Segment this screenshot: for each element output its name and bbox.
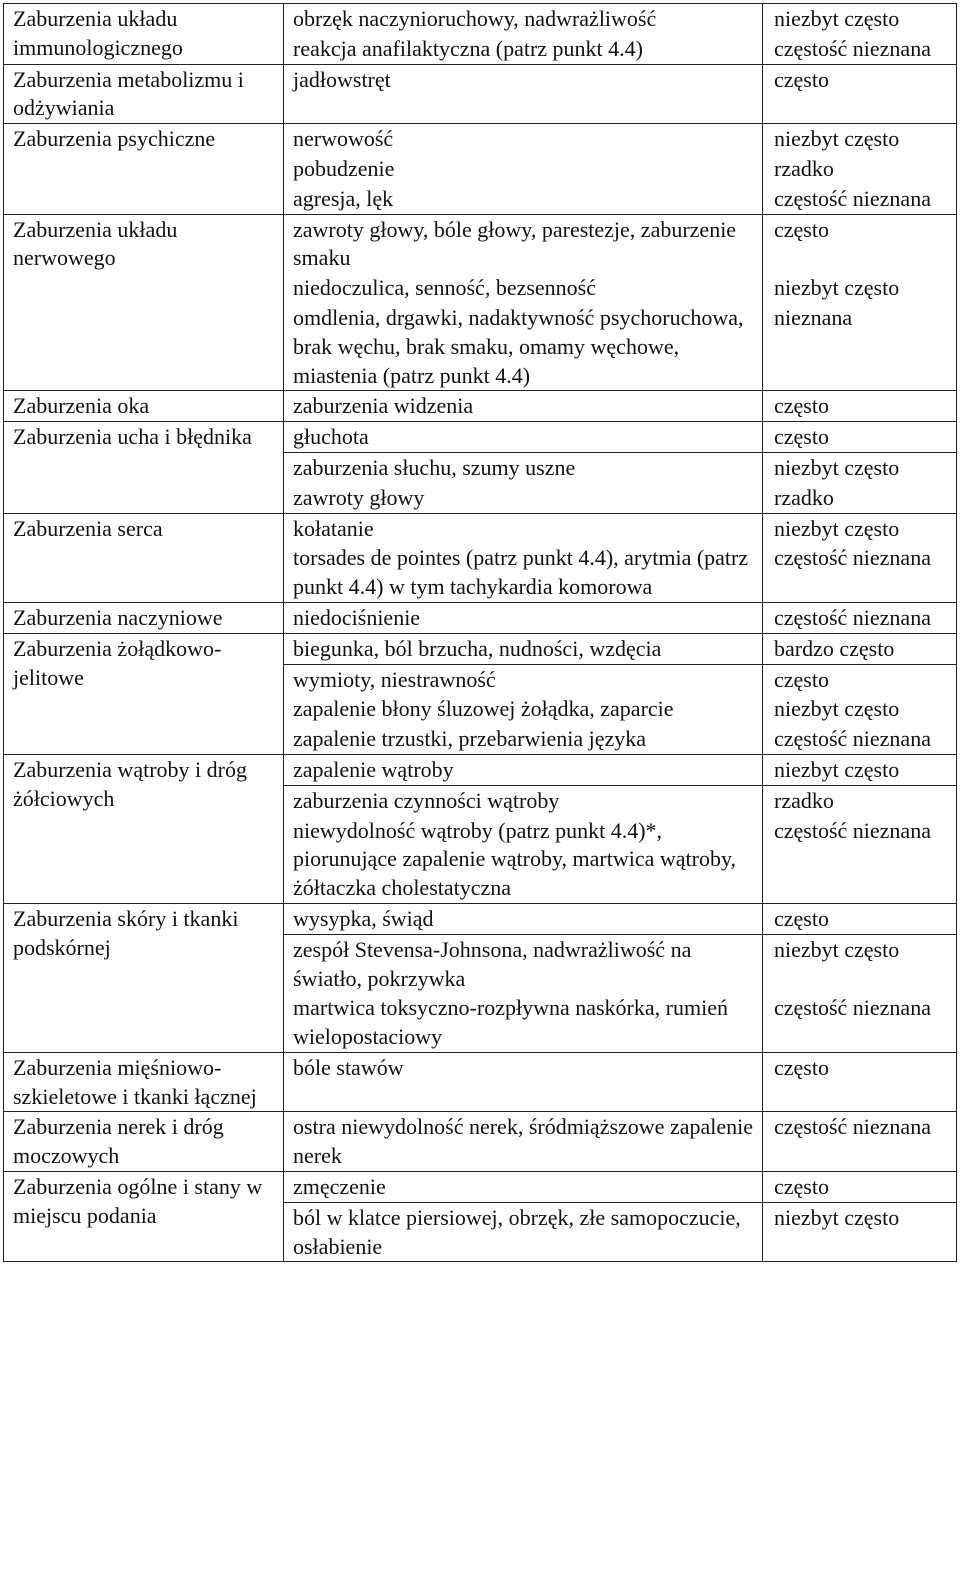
- table-row: [4, 602, 957, 633]
- reaction-cell: wymioty, niestrawność: [284, 664, 763, 694]
- reaction-cell: niedociśnienie: [284, 602, 763, 633]
- frequency-cell: często: [763, 1052, 957, 1112]
- reaction-cell: pobudzenie: [284, 154, 763, 184]
- table-row: [4, 391, 957, 422]
- organ-class-cell: Zaburzenia ucha i błędnika: [4, 422, 284, 513]
- organ-class-cell: Zaburzenia naczyniowe: [4, 602, 284, 633]
- reaction-cell: zawroty głowy, bóle głowy, parestezje, zaburzenie smaku: [284, 214, 763, 273]
- table-row: [4, 214, 957, 273]
- organ-class-cell: Zaburzenia mięśniowo-szkieletowe i tkanki łącznej: [4, 1052, 284, 1112]
- organ-class-cell: Zaburzenia oka: [4, 391, 284, 422]
- reaction-cell: zespół Stevensa-Johnsona, nadwrażliwość na światło, pokrzywka: [284, 934, 763, 993]
- frequency-cell: często: [763, 1172, 957, 1203]
- frequency-cell: częstość nieznana: [763, 816, 957, 904]
- reaction-cell: ostra niewydolność nerek, śródmiąższowe zapalenie nerek: [284, 1112, 763, 1172]
- table-row: [4, 633, 957, 664]
- frequency-cell: częstość nieznana: [763, 184, 957, 214]
- table-row: [4, 1112, 957, 1172]
- reaction-cell: zapalenie błony śluzowej żołądka, zaparcie: [284, 694, 763, 724]
- reaction-cell: nerwowość: [284, 124, 763, 154]
- frequency-cell: częstość nieznana: [763, 993, 957, 1052]
- frequency-cell: często: [763, 214, 957, 273]
- organ-class-cell: Zaburzenia nerek i dróg moczowych: [4, 1112, 284, 1172]
- reaction-cell: ból w klatce piersiowej, obrzęk, złe samopoczucie, osłabienie: [284, 1202, 763, 1262]
- frequency-cell: rzadko: [763, 785, 957, 815]
- reaction-cell: martwica toksyczno-rozpływna naskórka, rumień wielopostaciowy: [284, 993, 763, 1052]
- frequency-cell: niezbyt często: [763, 694, 957, 724]
- reaction-cell: zaburzenia widzenia: [284, 391, 763, 422]
- reaction-cell: niewydolność wątroby (patrz punkt 4.4)*, piorunujące zapalenie wątroby, martwica wątroby, żółtaczka cholestatyczna: [284, 816, 763, 904]
- table-row: [4, 754, 957, 785]
- organ-class-cell: Zaburzenia skóry i tkanki podskórnej: [4, 903, 284, 1052]
- organ-class-cell: Zaburzenia psychiczne: [4, 124, 284, 214]
- frequency-cell: często: [763, 903, 957, 934]
- table-row: [4, 4, 957, 34]
- reaction-cell: wysypka, świąd: [284, 903, 763, 934]
- adverse-reactions-table: [3, 3, 957, 1262]
- frequency-cell: niezbyt często: [763, 1202, 957, 1262]
- frequency-cell: niezbyt często: [763, 124, 957, 154]
- frequency-cell: częstość nieznana: [763, 34, 957, 64]
- frequency-cell: niezbyt często: [763, 934, 957, 993]
- frequency-cell: częstość nieznana: [763, 1112, 957, 1172]
- frequency-cell: często: [763, 664, 957, 694]
- organ-class-cell: Zaburzenia układu nerwowego: [4, 214, 284, 391]
- reaction-cell: zapalenie trzustki, przebarwienia języka: [284, 724, 763, 754]
- reaction-cell: zawroty głowy: [284, 483, 763, 513]
- frequency-cell: często: [763, 422, 957, 453]
- reaction-cell: zaburzenia słuchu, szumy uszne: [284, 452, 763, 482]
- frequency-cell: niezbyt często: [763, 273, 957, 303]
- frequency-cell: niezbyt często: [763, 452, 957, 482]
- reaction-cell: głuchota: [284, 422, 763, 453]
- reaction-cell: zmęczenie: [284, 1172, 763, 1203]
- frequency-cell: częstość nieznana: [763, 724, 957, 754]
- reaction-cell: reakcja anafilaktyczna (patrz punkt 4.4): [284, 34, 763, 64]
- table-row: [4, 1052, 957, 1112]
- table-row: [4, 64, 957, 124]
- reaction-cell: kołatanie: [284, 513, 763, 543]
- reaction-cell: zaburzenia czynności wątroby: [284, 785, 763, 815]
- frequency-cell: często: [763, 64, 957, 124]
- reaction-cell: biegunka, ból brzucha, nudności, wzdęcia: [284, 633, 763, 664]
- reaction-cell: niedoczulica, senność, bezsenność: [284, 273, 763, 303]
- frequency-cell: często: [763, 391, 957, 422]
- reaction-cell: omdlenia, drgawki, nadaktywność psychoruchowa, brak węchu, brak smaku, omamy węchowe, miastenia (patrz punkt 4.4): [284, 303, 763, 391]
- organ-class-cell: Zaburzenia ogólne i stany w miejscu podania: [4, 1172, 284, 1262]
- reaction-cell: agresja, lęk: [284, 184, 763, 214]
- organ-class-cell: Zaburzenia serca: [4, 513, 284, 602]
- organ-class-cell: Zaburzenia żołądkowo-jelitowe: [4, 633, 284, 754]
- table-row: [4, 513, 957, 543]
- organ-class-cell: Zaburzenia układu immunologicznego: [4, 4, 284, 65]
- reaction-cell: torsades de pointes (patrz punkt 4.4), arytmia (patrz punkt 4.4) w tym tachykardia komorowa: [284, 543, 763, 602]
- reaction-cell: obrzęk naczynioruchowy, nadwrażliwość: [284, 4, 763, 34]
- table-row: [4, 124, 957, 154]
- frequency-cell: bardzo często: [763, 633, 957, 664]
- table-row: [4, 1172, 957, 1203]
- reaction-cell: jadłowstręt: [284, 64, 763, 124]
- frequency-cell: częstość nieznana: [763, 543, 957, 602]
- reaction-cell: bóle stawów: [284, 1052, 763, 1112]
- table-row: [4, 903, 957, 934]
- frequency-cell: nieznana: [763, 303, 957, 391]
- frequency-cell: częstość nieznana: [763, 602, 957, 633]
- frequency-cell: niezbyt często: [763, 513, 957, 543]
- organ-class-cell: Zaburzenia wątroby i dróg żółciowych: [4, 754, 284, 903]
- organ-class-cell: Zaburzenia metabolizmu i odżywiania: [4, 64, 284, 124]
- reaction-cell: zapalenie wątroby: [284, 754, 763, 785]
- table-row: [4, 422, 957, 453]
- frequency-cell: niezbyt często: [763, 4, 957, 34]
- frequency-cell: rzadko: [763, 154, 957, 184]
- frequency-cell: niezbyt często: [763, 754, 957, 785]
- frequency-cell: rzadko: [763, 483, 957, 513]
